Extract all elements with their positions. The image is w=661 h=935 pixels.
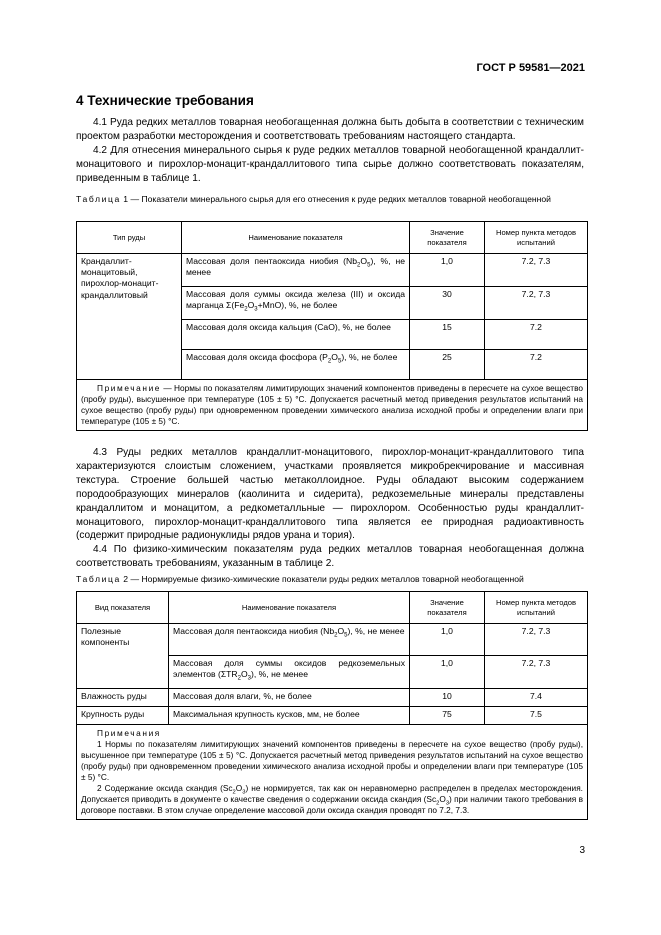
indicator-value: 1,0 xyxy=(410,656,485,689)
table1-note-text: — Нормы по показателям лимитирующих значений компонентов приведены в пересчете на сухое вещество (пробу руды), высушенное при температуре (105 ± 5) °С. Допускается расчетный метод приведения результатов испытаний на сухое вещество (пробу руды) при одновременном проведении химического анализа исходной пробы и определении влаги при температуре (105 ± 5) °С. xyxy=(81,383,583,426)
method-number: 7.2, 7.3 xyxy=(485,656,588,689)
table2-header-kind: Вид показателя xyxy=(77,592,169,624)
table2-note-1: 1 Нормы по показателям лимитирующих значений компонентов приведены в пересчете на сухое вещество (пробу руды), высушенное при температуре (105 ± 5) °С. Допускается расчетный метод приведения результатов испытаний на сухое вещество (пробу руды) при одновременном проведении химического анализа исходной пробы и определении влаги при температуре (105 ± 5) °С. xyxy=(81,739,583,782)
indicator-kind: Влажность руды xyxy=(77,689,169,707)
table-2 xyxy=(76,591,588,820)
table2-caption xyxy=(76,574,586,585)
indicator-kind: Крупность руды xyxy=(77,707,169,725)
indicator-value: 75 xyxy=(410,707,485,725)
table2-caption-word: Таблица xyxy=(76,574,121,584)
paragraph-4-4: 4.4 По физико-химическим показателям руда редких металлов товарная необогащенная должна соответствовать требованиям, указанным в таблице 2. xyxy=(76,544,584,570)
method-number: 7.2, 7.3 xyxy=(485,624,588,656)
table2-header-value: Значение показателя xyxy=(410,592,485,624)
table2-header-name: Наименование показателя xyxy=(169,592,410,624)
indicator-value: 10 xyxy=(410,689,485,707)
table-row xyxy=(77,254,588,287)
method-number: 7.5 xyxy=(485,707,588,725)
table1-caption-text: 1 — Показатели минерального сырья для его отнесения к руде редких металлов товарной необогащенной xyxy=(120,194,551,204)
table-row xyxy=(77,707,588,725)
table1-header-method: Номер пункта методов испытаний xyxy=(485,222,588,254)
intro-paragraphs xyxy=(76,116,584,186)
ore-type-cell: Крандаллит-монацитовый, пирохлор-монацит-крандаллитовый xyxy=(77,254,182,380)
indicator-value: 1,0 xyxy=(410,624,485,656)
table2-header-row xyxy=(77,592,588,624)
table2-notes-label: Примечания xyxy=(97,728,161,738)
table2-header-method: Номер пункта методов испытаний xyxy=(485,592,588,624)
page-number: 3 xyxy=(579,845,585,856)
table1-caption xyxy=(76,194,586,205)
table1-note xyxy=(77,380,588,431)
indicator-value: 1,0 xyxy=(410,254,485,287)
table1-header-row xyxy=(77,222,588,254)
method-number: 7.2 xyxy=(485,350,588,380)
indicator-name: Массовая доля оксида кальция (CaO), %, не более xyxy=(182,320,410,350)
table1-caption-word: Таблица xyxy=(76,194,121,204)
middle-paragraphs xyxy=(76,446,584,571)
table2-caption-text: 2 — Нормируемые физико-химические показатели руды редких металлов товарной необогащенной xyxy=(120,574,524,584)
indicator-name: Массовая доля пентаоксида ниобия $(Nb_2O_5)$, %, не менее xyxy=(169,624,410,656)
indicator-name: Максимальная крупность кусков, мм, не более xyxy=(169,707,410,725)
paragraph-4-2: 4.2 Для отнесения минерального сырья к руде редких металлов товарной необогащенной крандаллит-монацитового и пирохлор-монацит-крандаллитового типа сырье должно соответствовать показателям, приведенным в таблице 1. xyxy=(76,144,584,184)
table1-note-row xyxy=(77,380,588,431)
table2-note-2: 2 Содержание оксида скандия $(Sc_2O_3)$ не нормируется, так как он неравномерно распределен в пределах месторождения. Допускается приводить в документе о качестве сведения о содержании оксида скандия $(Sc_2O_3)$ при наличии такого требования в договоре поставки. В этом случае определение массовой доли оксида скандия проводят по 7.2, 7.3. xyxy=(81,783,583,815)
table1-header-value: Значение показателя xyxy=(410,222,485,254)
table1-header-type: Тип руды xyxy=(77,222,182,254)
indicator-value: 30 xyxy=(410,287,485,320)
section-title: 4 Технические требования xyxy=(76,93,254,108)
method-number: 7.2 xyxy=(485,320,588,350)
table1-header-name: Наименование показателя xyxy=(182,222,410,254)
indicator-name: Массовая доля суммы оксидов редкоземельных элементов $(\Sigma TR_2O_3)$, %, не менее xyxy=(169,656,410,689)
method-number: 7.2, 7.3 xyxy=(485,254,588,287)
paragraph-4-3: 4.3 Руды редких металлов крандаллит-монацитового, пирохлор-монацит-крандаллитового типа характеризуются слоистым сложением, участками проявляется микробрекчирование и массивная текстура. Строение большей частью метаколлоидное. Руды обладают высоким содержанием породообразующих минералов (каолинита и сидерита), редкоземельные минералы представлены крандаллитом и монацитом, а редкометалльные — пирохлором. Особенностью руды крандаллит-монацитового, пирохлор-монацит-крандаллитового типа является ее природная радиоактивность (содержит природные радионуклиды рядов урана и тория). xyxy=(76,447,584,542)
table1-note-label: Примечание xyxy=(97,383,162,393)
table-row xyxy=(77,624,588,656)
indicator-kind: Полезные компоненты xyxy=(77,624,169,689)
table2-notes-row xyxy=(77,725,588,820)
table-1 xyxy=(76,221,588,431)
indicator-value: 15 xyxy=(410,320,485,350)
table-row xyxy=(77,689,588,707)
table2-notes xyxy=(77,725,588,820)
paragraph-4-1: 4.1 Руда редких металлов товарная необогащенная должна быть добыта в соответствии с техническим проектом разработки месторождения и соответствовать требованиям настоящего стандарта. xyxy=(76,117,584,142)
standard-number: ГОСТ Р 59581—2021 xyxy=(476,62,585,74)
method-number: 7.4 xyxy=(485,689,588,707)
indicator-name: Массовая доля пентаоксида ниобия $(Nb_2O_5)$, %, не менее xyxy=(182,254,410,287)
indicator-name: Массовая доля влаги, %, не более xyxy=(169,689,410,707)
indicator-name: Массовая доля оксида фосфора $(P_2O_5)$, %, не более xyxy=(182,350,410,380)
indicator-name: Массовая доля суммы оксида железа (III) и оксида марганца $\Sigma(Fe_2O_3+MnO)$, %, не более xyxy=(182,287,410,320)
indicator-value: 25 xyxy=(410,350,485,380)
method-number: 7.2, 7.3 xyxy=(485,287,588,320)
